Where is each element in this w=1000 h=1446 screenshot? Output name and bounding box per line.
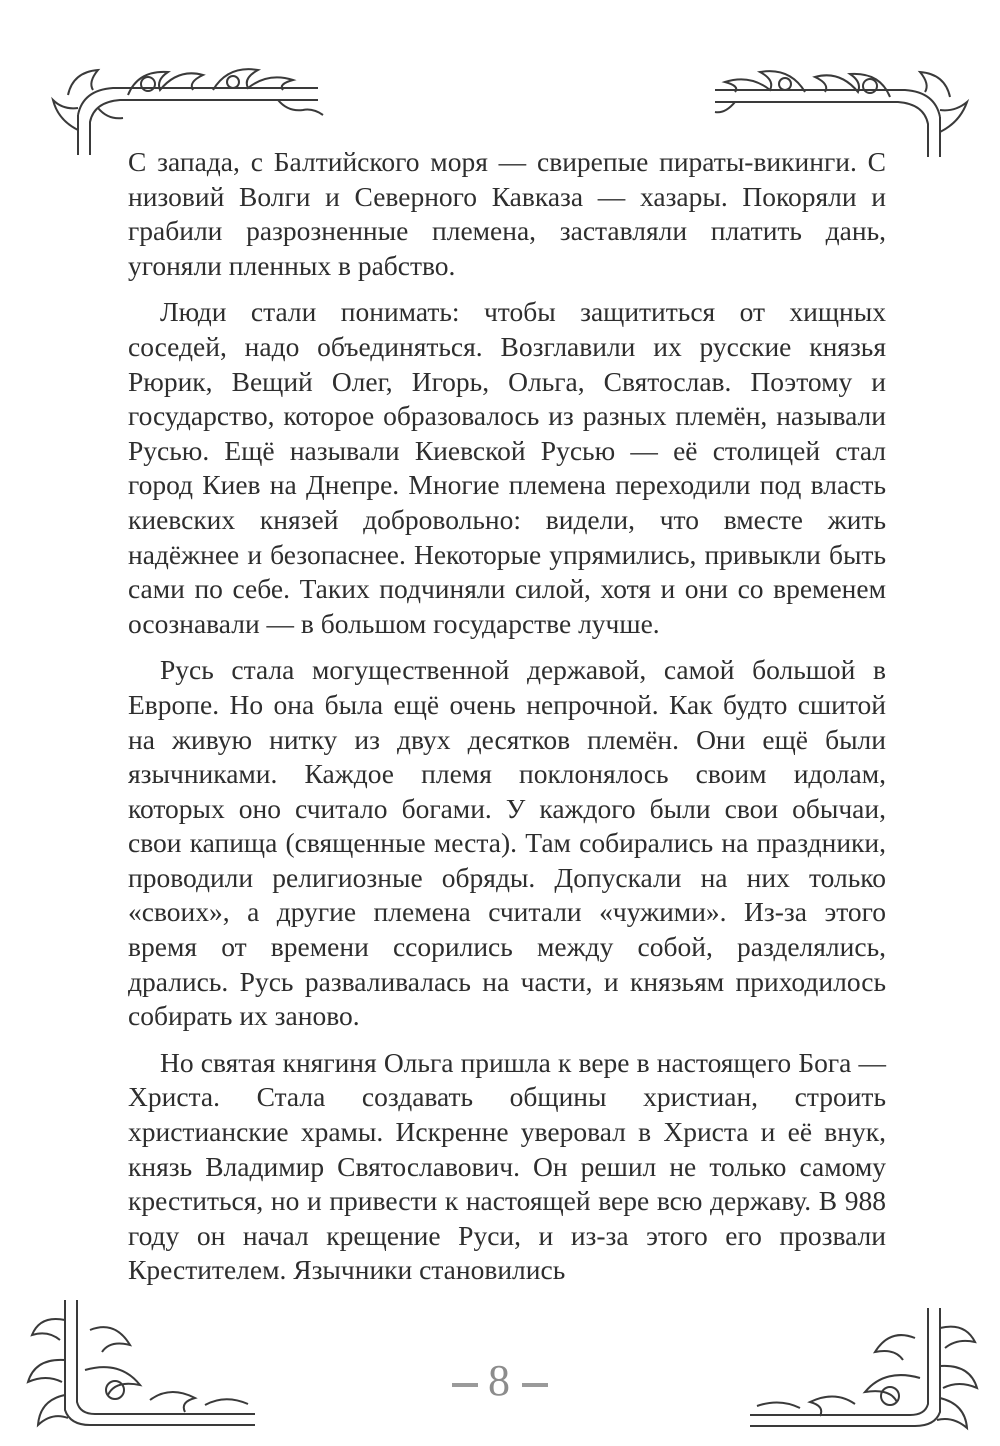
- dash-right-icon: [522, 1383, 548, 1387]
- ornament-bottom-right-icon: [745, 1300, 985, 1440]
- paragraph: Русь стала могущественной державой, самой большой в Европе. Но она была ещё очень непрочной. Как будто сшитой на живую нитку из двух десятков племён. Они ещё были язычниками. Каждое племя поклонялось своим идолам, которых оно считало богами. У каждого были свои обычаи, свои капища (священные места). Там собирались на праздники, проводили религиозные обряды. Допускали на них только «своих», а другие племена считали «чужими». Из-за этого время от времени ссорились между собой, разделялись, дрались. Русь разваливалась на части, и князьям приходилось собирать их заново.: [128, 654, 886, 1032]
- body-text: [128, 145, 886, 1300]
- paragraph: Но святая княгиня Ольга пришла к вере в настоящего Бога — Христа. Стала создавать общины христиан, строить христианские храмы. Искренне уверовал в Христа и её внук, князь Владимир Святославович. Он решил не только самому креститься, но и привести к настоящей вере всю державу. В 988 году он начал крещение Руси, и из-за этого его прозвали Крестителем. Язычники становились: [128, 1046, 886, 1286]
- ornament-bottom-left-icon: [20, 1290, 260, 1440]
- dash-left-icon: [452, 1383, 478, 1387]
- paragraph: С запада, с Балтийского моря — свирепые пираты-викинги. С низовий Волги и Северного Кавказа — хазары. Покоряли и грабили разрозненные племена, заставляли платить дань, угоняли пленных в рабство.: [128, 146, 886, 281]
- page-number: [430, 1355, 570, 1406]
- page-number-value: 8: [488, 1356, 512, 1405]
- paragraph: Люди стали понимать: чтобы защититься от хищных соседей, надо объединяться. Возглавили их русские князья Рюрик, Вещий Олег, Игорь, Ольга, Святослав. Поэтому и государство, которое образовалось из разных племён, называли Русью. Ещё называли Киевской Русью — её столицей стал город Киев на Днепре. Многие племена переходили под власть киевских князей добровольно: видели, что вместе жить надёжнее и безопаснее. Некоторые упрямились, привыкли быть сами по себе. Таких подчиняли силой, хотя и они со временем осознавали — в большом государстве лучше.: [128, 296, 886, 639]
